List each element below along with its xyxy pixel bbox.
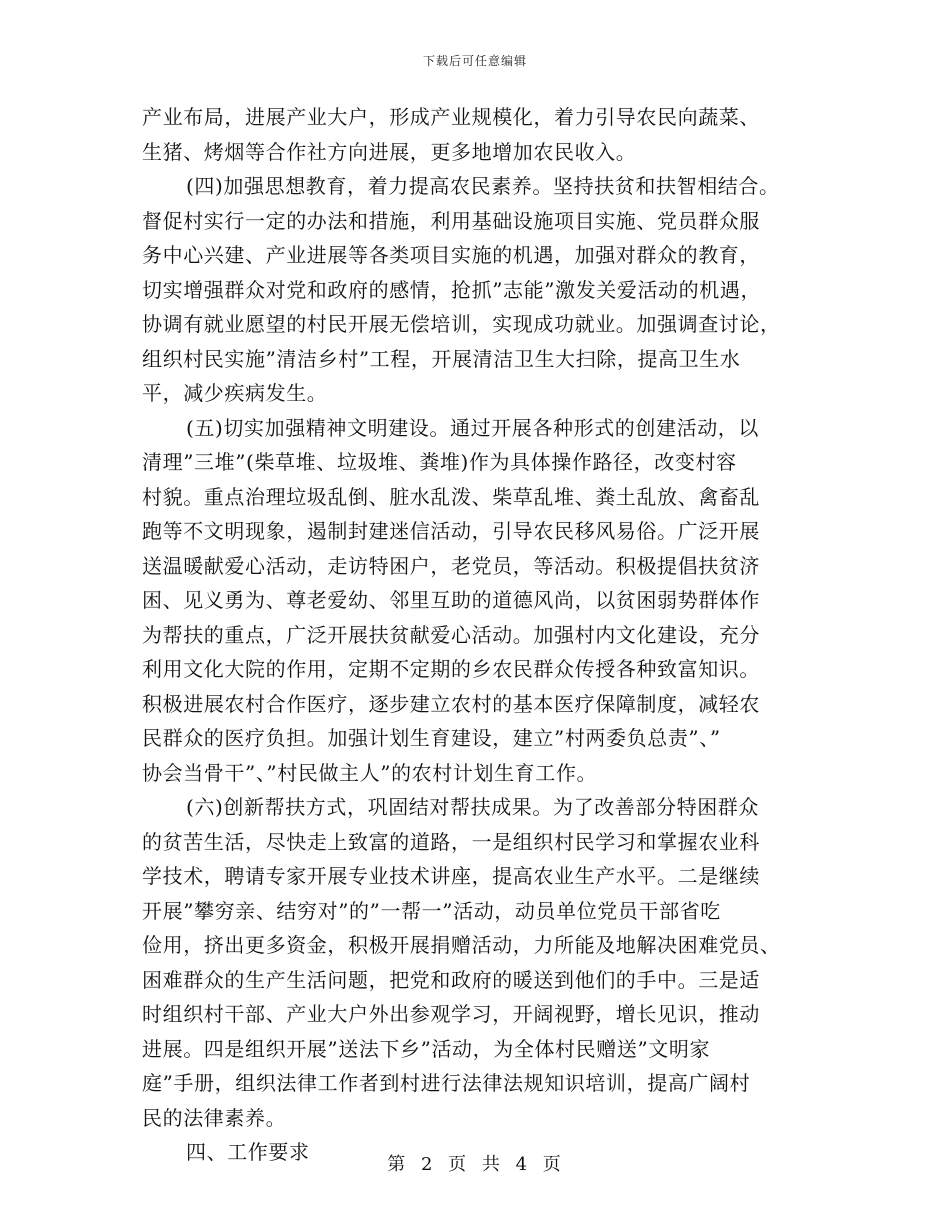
text-line: 利用文化大院的作用，定期不定期的乡农民群众传授各种致富知识。 xyxy=(142,657,760,681)
paragraph-start-line: (五)切实加强精神文明建设。通过开展各种形式的创建活动，以 xyxy=(186,415,760,440)
page-number: 第 2 页 共 4 页 xyxy=(387,1154,563,1175)
paragraph-start-line: (四)加强思想教育，着力提高农民素养。坚持扶贫和扶智相结合。 xyxy=(186,174,780,198)
text-line: 进展。四是组织开展”送法下乡”活动，为全体村民赠送”文明家 xyxy=(142,1036,711,1061)
document-body xyxy=(142,100,822,1170)
text-line: 为帮扶的重点，广泛开展扶贫献爱心活动。加强村内文化建设，充分 xyxy=(142,622,760,647)
text-line: 协会当骨干”、”村民做主人”的农村计划生育工作。 xyxy=(142,760,598,785)
text-line: 学技术，聘请专家开展专业技术讲座，提高农业生产水平。二是继续 xyxy=(142,864,760,888)
text-line: 产业布局，进展产业大户，形成产业规模化，着力引导农民向蔬菜、 xyxy=(142,105,760,129)
text-line: 清理”三堆”(柴草堆、垃圾堆、粪堆)作为具体操作路径，改变村容 xyxy=(142,450,737,474)
text-line: 庭”手册，组织法律工作者到村进行法律法规知识培训，提高广阔村 xyxy=(142,1071,751,1095)
text-line: 务中心兴建、产业进展等各类项目实施的机遇，加强对群众的教育， xyxy=(142,243,760,267)
text-line: 开展”攀穷亲、结穷对”的”一帮一”活动，动员单位党员干部省吃 xyxy=(142,898,721,923)
text-line: 督促村实行一定的办法和措施，利用基础设施项目实施、党员群众服 xyxy=(142,208,760,233)
text-line: 协调有就业愿望的村民开展无偿培训，实现成功就业。加强调查讨论， xyxy=(142,312,781,336)
page-header: 下载后可任意编辑 xyxy=(422,54,527,68)
text-line: 时组织村干部、产业大户外出参观学习，开阔视野，增长见识，推动 xyxy=(142,1002,760,1026)
text-line: 跑等不文明现象，遏制封建迷信活动，引导农民移风易俗。广泛开展 xyxy=(142,519,760,543)
text-line: 送温暖献爱心活动，走访特困户，老党员，等活动。积极提倡扶贫济 xyxy=(142,553,760,578)
text-line: 生猪、烤烟等合作社方向进展，更多地增加农民收入。 xyxy=(142,139,637,164)
text-line: 困难群众的生产生活问题，把党和政府的暖送到他们的手中。三是适 xyxy=(142,967,760,992)
text-line: 切实增强群众对党和政府的感情，抢抓”志能”激发关爱活动的机遇， xyxy=(142,277,762,302)
text-line: 组织村民实施”清洁乡村”工程，开展清洁卫生大扫除，提高卫生水 xyxy=(142,346,741,371)
text-line: 民群众的医疗负担。加强计划生育建设，建立”村两委负总责”、” xyxy=(142,726,721,750)
section-heading: 四、工作要求 xyxy=(186,1140,310,1164)
text-line: 俭用，挤出更多资金，积极开展捐赠活动，力所能及地解决困难党员、 xyxy=(142,933,781,957)
text-line: 积极进展农村合作医疗，逐步建立农村的基本医疗保障制度，减轻农 xyxy=(142,691,760,716)
text-line: 民的法律素养。 xyxy=(142,1105,287,1130)
text-line: 村貌。重点治理垃圾乱倒、脏水乱泼、柴草乱堆、粪土乱放、禽畜乱 xyxy=(142,484,760,509)
text-line: 的贫苦生活，尽快走上致富的道路，一是组织村民学习和掌握农业科 xyxy=(142,829,760,854)
text-line: 困、见义勇为、尊老爱幼、邻里互助的道德风尚，以贫困弱势群体作 xyxy=(142,588,760,612)
paragraph-start-line: (六)创新帮扶方式，巩固结对帮扶成果。为了改善部分特困群众 xyxy=(186,795,760,819)
text-line: 平，减少疾病发生。 xyxy=(142,381,328,405)
